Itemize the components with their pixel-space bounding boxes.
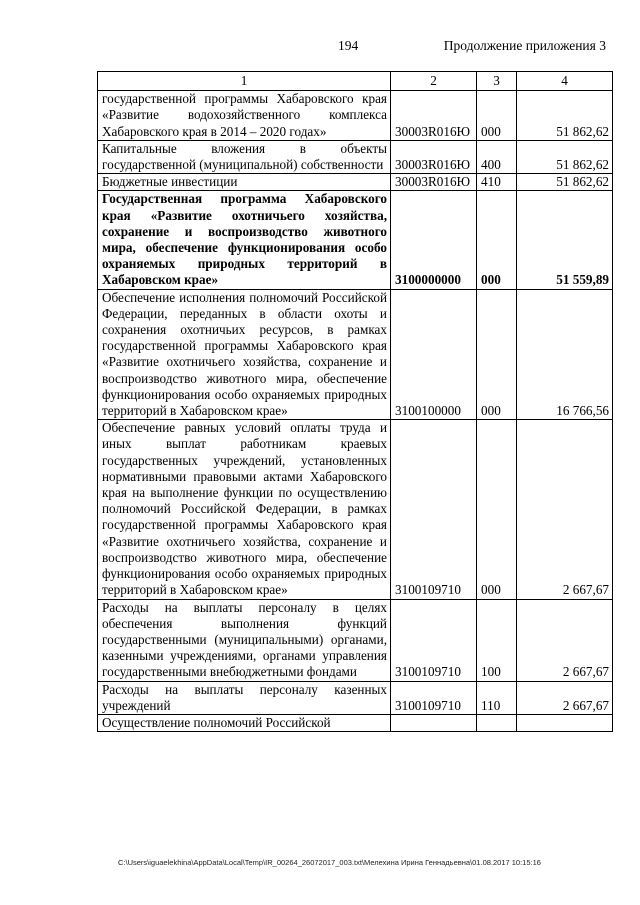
row-code-cell (391, 714, 477, 731)
row-code-cell: 3100109710 (391, 420, 477, 599)
appendix-caption: Продолжение приложения 3 (443, 38, 606, 53)
row-name-cell: государственной программы Хабаровского края «Развитие водохозяйственного комплекса Хабаровского края в 2014 – 2020 годах» (98, 91, 391, 141)
row-name-cell: Осуществление полномочий Российской (98, 714, 391, 731)
row-vr-cell: 100 (477, 599, 517, 681)
column-header-amount: 4 (517, 72, 613, 91)
row-name-cell: Обеспечение исполнения полномочий Российской Федерации, переданных в области охоты и сохранения охотничьих ресурсов, в рамках государственной программы Хабаровского края «Развитие охотничьего хозяйства, сохранение и воспроизводство животного мира, обеспечение функционирования особо охраняемых природных территорий в Хабаровском крае» (98, 289, 391, 420)
table-row (98, 91, 613, 141)
row-name-cell: Расходы на выплаты персоналу в целях обеспечения выполнения функций государственными (муниципальными) органами, казенными учреждениями, органами управления государственными внебюджетными фондами (98, 599, 391, 681)
row-code-cell: 30003R016Ю (391, 91, 477, 141)
row-name-cell: Государственная программа Хабаровского края «Развитие охотничьего хозяйства, сохранение и воспроизводство животного мира, обеспечение функционирования особо охраняемых природных территорий в Хабаровском крае» (98, 191, 391, 289)
budget-table (97, 71, 613, 732)
table-row (98, 599, 613, 681)
row-amount-cell: 2 667,67 (517, 420, 613, 599)
row-amount-cell: 51 862,62 (517, 174, 613, 191)
table-row (98, 289, 613, 420)
table-row (98, 420, 613, 599)
column-header-vr: 3 (477, 72, 517, 91)
row-vr-cell: 400 (477, 140, 517, 173)
table-row (98, 174, 613, 191)
row-vr-cell: 000 (477, 289, 517, 420)
row-code-cell: 30003R016Ю (391, 140, 477, 173)
row-code-cell: 3100109710 (391, 681, 477, 714)
row-amount-cell: 2 667,67 (517, 599, 613, 681)
row-amount-cell: 2 667,67 (517, 681, 613, 714)
row-name-cell: Расходы на выплаты персоналу казенных учреждений (98, 681, 391, 714)
row-name-cell: Обеспечение равных условий оплаты труда и иных выплат работникам краевых государственных учреждений, установленных нормативными правовыми актами Хабаровского края на выполнение функции по осуществлению полномочий Российской Федерации, в рамках государственной программы Хабаровского края «Развитие охотничьего хозяйства, сохранение и воспроизводство животного мира, обеспечение функционирования особо охраняемых природных территорий в Хабаровском крае» (98, 420, 391, 599)
row-vr-cell: 410 (477, 174, 517, 191)
table-row (98, 191, 613, 289)
row-vr-cell: 110 (477, 681, 517, 714)
table-row (98, 714, 613, 731)
row-amount-cell: 16 766,56 (517, 289, 613, 420)
row-code-cell: 3100100000 (391, 289, 477, 420)
row-amount-cell: 51 862,62 (517, 91, 613, 141)
row-vr-cell: 000 (477, 420, 517, 599)
row-code-cell: 3100109710 (391, 599, 477, 681)
row-code-cell: 3100000000 (391, 191, 477, 289)
row-name-cell: Капитальные вложения в объекты государственной (муниципальной) собственности (98, 140, 391, 173)
row-vr-cell: 000 (477, 191, 517, 289)
row-vr-cell: 000 (477, 91, 517, 141)
row-code-cell: 30003R016Ю (391, 174, 477, 191)
page-number: 194 (338, 38, 359, 53)
table-row (98, 681, 613, 714)
table-row (98, 140, 613, 173)
row-amount-cell (517, 714, 613, 731)
row-name-cell: Бюджетные инвестиции (98, 174, 391, 191)
file-path-footer: C:\Users\iguaelekhina\AppData\Local\Temp\IR_00264_26072017_003.txt\Мелехина Ирина Геннадьевна\01.08.2017 10:15:16 (118, 858, 541, 867)
row-vr-cell (477, 714, 517, 731)
column-header-row (98, 72, 613, 91)
column-header-name: 1 (98, 72, 391, 91)
row-amount-cell: 51 862,62 (517, 140, 613, 173)
column-header-code: 2 (391, 72, 477, 91)
table-body (98, 91, 613, 732)
row-amount-cell: 51 559,89 (517, 191, 613, 289)
